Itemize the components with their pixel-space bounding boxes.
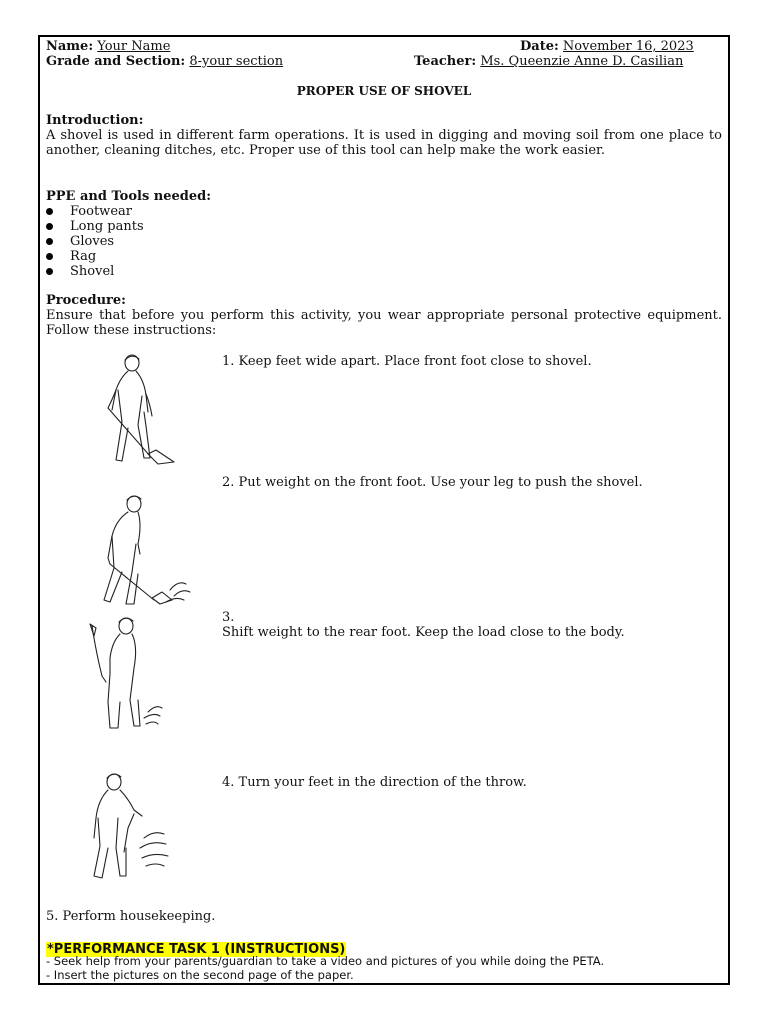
task-line-1: - Seek help from your parents/guardian to take a video and pictures of you while doing the PETA. (46, 954, 605, 968)
shovel-figure-2-icon (96, 488, 196, 610)
page-title: PROPER USE OF SHOVEL (296, 84, 472, 98)
step-3-number: 3. (222, 610, 235, 625)
ppe-heading: PPE and Tools needed: (46, 189, 212, 204)
bullet-icon (46, 238, 53, 245)
teacher-label: Teacher: (414, 54, 477, 69)
step-3-text: Shift weight to the rear foot. Keep the load close to the body. (222, 625, 625, 640)
name-label: Name: (46, 39, 94, 54)
bullet-icon (46, 208, 53, 215)
list-item: Long pants (44, 219, 344, 234)
procedure-heading: Procedure: (46, 293, 126, 308)
shovel-figure-1-icon (98, 350, 180, 465)
procedure-intro: Ensure that before you perform this activity, you wear appropriate personal protective equipment. Follow these instructions: (46, 308, 722, 338)
list-item: Gloves (44, 234, 344, 249)
step-1-text: 1. Keep feet wide apart. Place front foot close to shovel. (222, 354, 592, 369)
date-value: November 16, 2023 (562, 39, 694, 54)
name-value: Your Name (97, 39, 171, 54)
task-line-2: - Insert the pictures on the second page of the paper. (46, 968, 354, 982)
name-field (46, 39, 170, 54)
task-heading: *PERFORMANCE TASK 1 (INSTRUCTIONS) (47, 942, 346, 957)
bullet-icon (46, 268, 53, 275)
introduction-body: A shovel is used in different farm operations. It is used in digging and moving soil from one place to another, cleaning ditches, etc. Proper use of this tool can help make the work easier. (46, 128, 722, 158)
bullet-icon (46, 253, 53, 260)
introduction-heading: Introduction: (46, 113, 144, 128)
list-item: Shovel (44, 264, 344, 279)
teacher-field (414, 54, 683, 69)
step-2-text: 2. Put weight on the front foot. Use your leg to push the shovel. (222, 475, 643, 490)
date-label: Date: (520, 39, 559, 54)
list-item: Footwear (44, 204, 344, 219)
list-item: Rag (44, 249, 344, 264)
shovel-figure-4-icon (84, 768, 174, 884)
grade-value: 8-your section (189, 54, 284, 69)
grade-field (46, 54, 283, 69)
step-5-text: 5. Perform housekeeping. (46, 909, 216, 924)
teacher-value: Ms. Queenzie Anne D. Casilian (480, 54, 684, 69)
date-field (520, 39, 694, 54)
step-4-text: 4. Turn your feet in the direction of the throw. (222, 775, 527, 790)
grade-label: Grade and Section: (46, 54, 186, 69)
ppe-list (44, 204, 344, 279)
bullet-icon (46, 223, 53, 230)
shovel-figure-3-icon (88, 612, 168, 734)
